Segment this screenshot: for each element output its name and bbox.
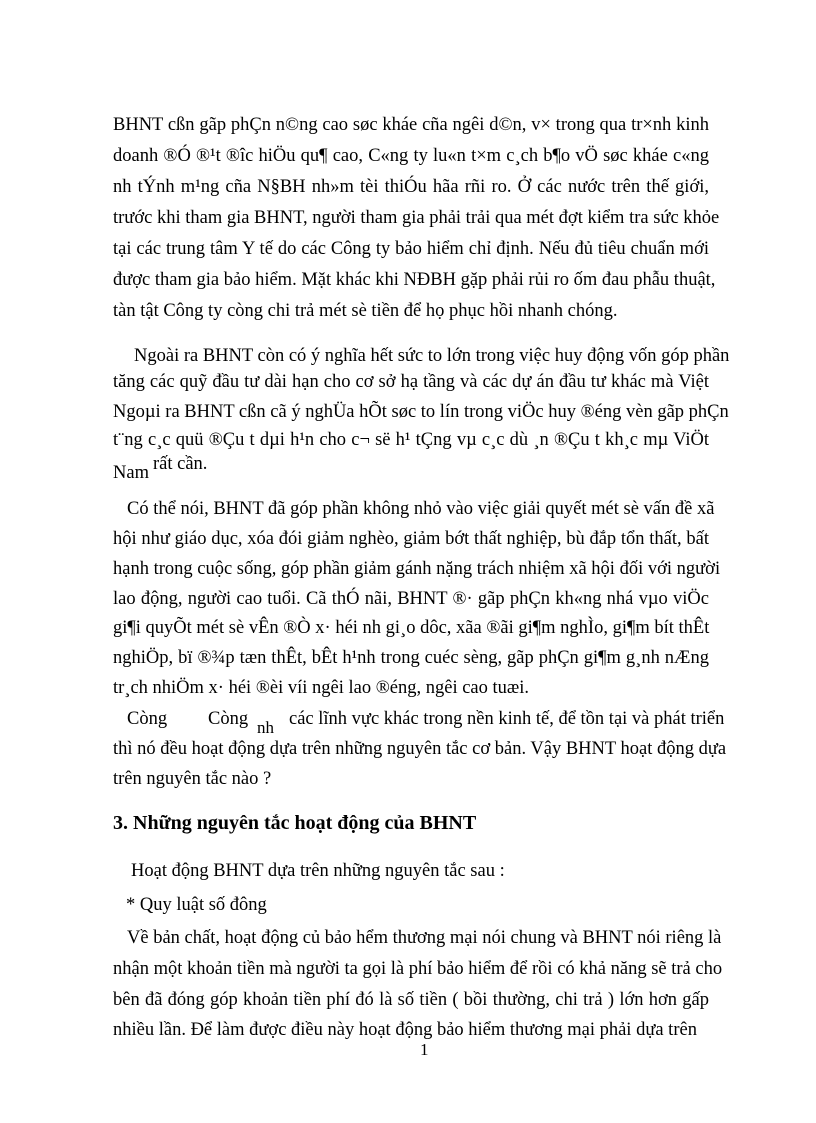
paragraph-3-line-4: lao động, người cao tuổi. Cã thÓ nãi, BHNT ®· gãp phÇn kh«ng nhá vµo viÖc	[113, 589, 709, 609]
bullet-line: * Quy luật số đông	[126, 895, 267, 915]
paragraph-4-line-3: trên nguyên tắc nào ?	[113, 769, 272, 789]
paragraph-2-line-1: Ngoài ra BHNT còn có ý nghĩa hết sức to lớn trong việc huy động vốn góp phần	[134, 346, 730, 366]
paragraph-4-line-2: thì nó đều hoạt động dựa trên những nguyên tắc cơ bản. Vậy BHNT hoạt động dựa	[113, 739, 727, 759]
paragraph-5-line-4: nhiều lần. Để làm được điều này hoạt động bảo hiểm thương mại phải dựa trên	[113, 1020, 697, 1040]
paragraph-5-line-1: Về bản chất, hoạt động củ bảo hểm thương mại nói chung và BHNT nói riêng là	[127, 928, 722, 948]
intro-line: Hoạt động BHNT dựa trên những nguyên tắc sau :	[131, 861, 505, 881]
paragraph-3-line-1: Có thể nói, BHNT đã góp phần không nhỏ vào việc giải quyết mét sè vấn đề xã	[127, 499, 715, 519]
page-number: 1	[420, 1040, 429, 1059]
paragraph-1-line-1: BHNT cßn gãp phÇn n©ng cao søc kháe cña ngêi d©n, v× trong qua tr×nh kinh	[113, 115, 709, 135]
paragraph-4-word-a: Còng	[127, 709, 168, 729]
paragraph-3-line-2: hội như giáo dục, xóa đói giảm nghèo, giảm bớt thất nghiệp, bù đắp tổn thất, bất	[113, 529, 709, 549]
paragraph-4-word-b: Còng	[208, 709, 249, 729]
paragraph-2-line-5b: rất cần.	[153, 454, 208, 474]
paragraph-2-line-2: tăng các quỹ đầu tư dài hạn cho cơ sở hạ tầng và các dự án đầu tư khác mà Việt	[113, 372, 709, 392]
paragraph-1-line-6: được tham gia bảo hiểm. Mặt khác khi NĐBH gặp phải rủi ro ốm đau phẫu thuật,	[113, 270, 716, 290]
paragraph-2-line-5: Nam	[113, 463, 149, 483]
paragraph-2-line-3: Ngoµi ra BHNT cßn cã ý nghÜa hÕt søc to lín trong viÖc huy ®éng vèn gãp phÇn	[113, 402, 729, 422]
paragraph-3-line-3: hạnh trong cuộc sống, góp phần giảm gánh nặng trách nhiệm xã hội đối với người	[113, 559, 721, 579]
paragraph-4-line-1-rest: các lĩnh vực khác trong nền kinh tế, để tồn tại và phát triển	[289, 709, 725, 729]
paragraph-3-line-7: tr¸ch nhiÖm x· héi ®èi víi ngêi lao ®éng, ngêi cao tuæi.	[113, 678, 529, 698]
paragraph-1-line-4: trước khi tham gia BHNT, người tham gia phải trải qua mét đợt kiểm tra sức khỏe	[113, 208, 720, 228]
paragraph-1-line-7: tàn tật Công ty còng chi trả mét sè tiền để họ phục hồi nhanh chóng.	[113, 301, 618, 321]
paragraph-2-line-4: t¨ng c¸c quü ®Çu t dµi h¹n cho c¬ së h¹ tÇng vµ c¸c dù ¸n ®Çu t kh¸c mµ ViÖt	[113, 430, 709, 450]
paragraph-1-line-3: nh tÝnh m¹ng cña N§BH nh»m tèi thiÓu hãa rñi ro. Ở các nước trên thế giới,	[113, 177, 709, 197]
paragraph-1-line-5: tại các trung tâm Y tế do các Công ty bảo hiểm chỉ định. Nếu đủ tiêu chuẩn mới	[113, 239, 709, 259]
paragraph-3-line-6: nghiÖp, bï ®¾p tæn thÊt, bÊt h¹nh trong cuéc sèng, gãp phÇn gi¶m g¸nh nÆng	[113, 648, 709, 668]
paragraph-5-line-3: bên đã đóng góp khoản tiền phí đó là số tiền ( bồi thường, chi trả ) lớn hơn gấp	[113, 990, 709, 1010]
paragraph-3-line-5: gi¶i quyÕt mét sè vÊn ®Ò x· héi nh gi¸o dôc, xãa ®ãi gi¶m nghÌo, gi¶m bít thÊt	[113, 618, 710, 638]
section-heading: 3. Những nguyên tắc hoạt động của BHNT	[113, 812, 477, 834]
paragraph-5-line-2: nhận một khoản tiền mà người ta gọi là phí bảo hiểm để rồi có khả năng sẽ trả cho	[113, 959, 723, 979]
paragraph-4-word-nh: nh	[257, 718, 274, 737]
paragraph-1-line-2: doanh ®Ó ®¹t ®îc hiÖu qu¶ cao, C«ng ty lu«n t×m c¸ch b¶o vÖ søc kháe c«ng	[113, 146, 709, 166]
